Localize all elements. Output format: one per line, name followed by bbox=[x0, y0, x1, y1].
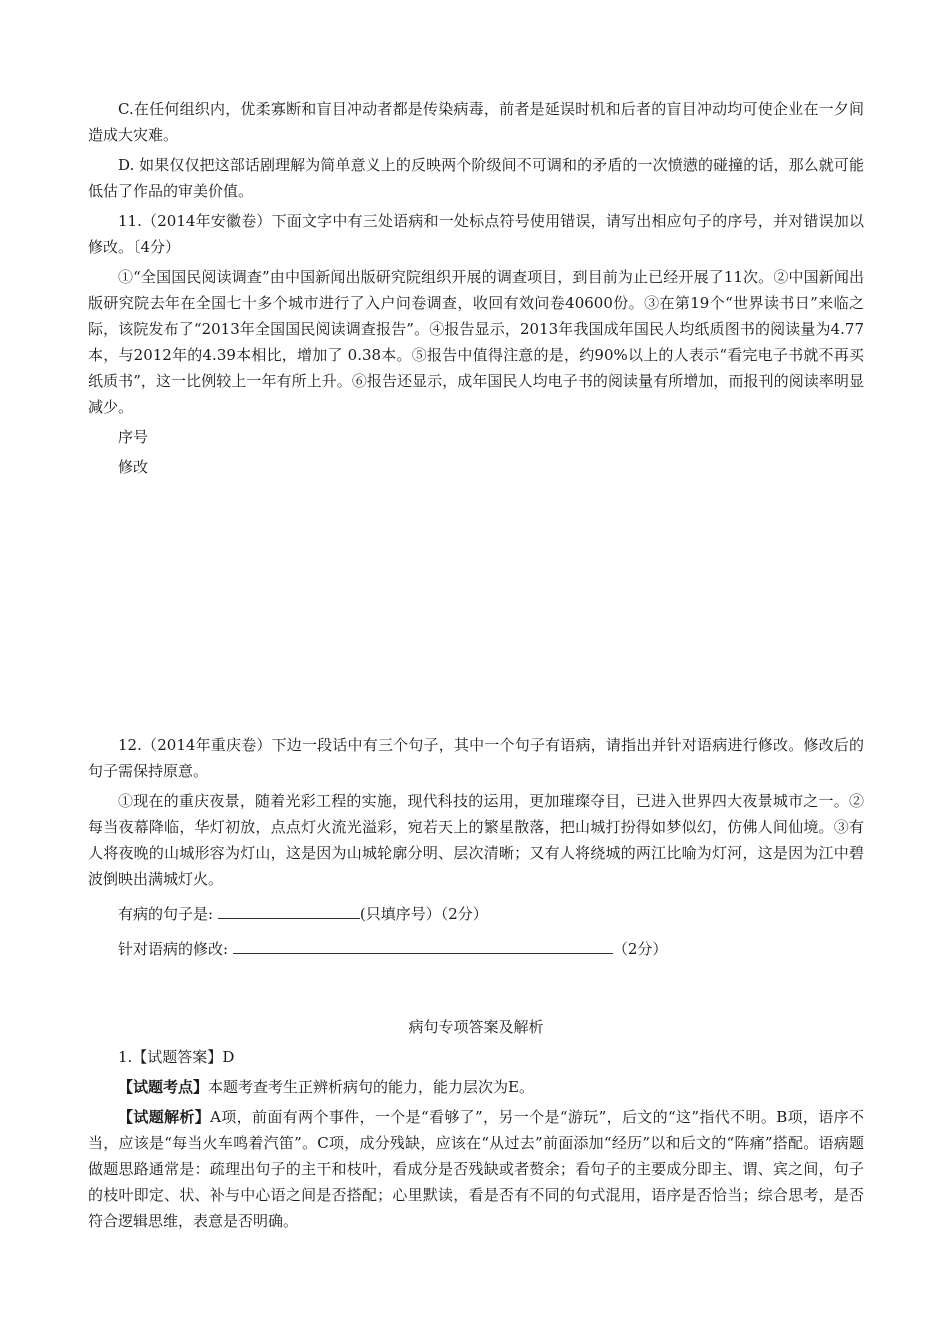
line-2-label: 针对语病的修改: bbox=[118, 940, 229, 958]
answer-1-point bbox=[88, 1074, 864, 1100]
question-12 bbox=[88, 732, 864, 962]
point-text: 本题考查考生正辨析病句的能力，能力层次为E。 bbox=[208, 1078, 534, 1096]
question-12-line-2 bbox=[88, 935, 864, 962]
answer-1 bbox=[88, 1044, 864, 1070]
question-11-stem: 11.（2014年安徽卷）下面文字中有三处语病和一处标点符号使用错误，请写出相应句子的序号，并对错误加以修改。〔4分） bbox=[88, 212, 864, 256]
option-d: D. 如果仅仅把这部话剧理解为简单意义上的反映两个阶级间不可调和的矛盾的一次愤懑的碰撞的话，那么就可能低估了作品的审美价值。 bbox=[88, 156, 864, 200]
question-12-line-1 bbox=[88, 900, 864, 927]
answer-1-prefix: 1.【试题答案】 bbox=[118, 1048, 223, 1066]
answer-blank-revision[interactable] bbox=[233, 935, 613, 954]
question-11-label-fix: 修改 bbox=[118, 458, 149, 476]
analysis-label: 【试题解析】 bbox=[118, 1108, 211, 1126]
point-label: 【试题考点】 bbox=[118, 1078, 209, 1096]
question-11-label-number: 序号 bbox=[118, 428, 149, 446]
question-12-stem: 12.（2014年重庆卷）下边一段话中有三个句子，其中一个句子有语病，请指出并针对语病进行修改。修改后的句子需保持原意。 bbox=[88, 736, 864, 780]
analysis-text: A项，前面有两个事件，一个是“看够了”，另一个是“游玩”，后文的“这”指代不明。B项，语序不当，应该是“每当火车鸣着汽笛”。C项，成分残缺，应该在“从过去”前面添加“经历”以和后文的“阵痛”搭配。语病题做题思路通常是：疏理出句子的主干和枝叶，看成分是否残缺或者赘余；看句子的主要成分即主、谓、宾之间，句子的枝叶即定、状、补与中心语之间是否搭配；心里默读，看是否有不同的句式混用，语序是否恰当；综合思考，是否符合逻辑思维，表意是否明确。 bbox=[88, 1108, 864, 1230]
line-2-note: （2分） bbox=[612, 940, 668, 958]
answer-blank-sentence-number[interactable] bbox=[218, 900, 360, 919]
question-11-passage: ①“全国国民阅读调查”由中国新闻出版研究院组织开展的调查项目，到目前为止已经开展了11次。②中国新闻出版研究院去年在全国七十多个城市进行了入户问卷调查，收回有效问卷40600份。③在第19个“世界读书日”来临之际，该院发布了“2013年全国国民阅读调查报告”。④报告显示，2013年我国成年国民人均纸质图书的阅读量为4.77本，与2012年的4.39本相比，增加了 0.38本。⑤报告中值得注意的是，约90%以上的人表示“看完电子书就不再买纸质书”，这一比例较上一年有所上升。⑥报告还显示，成年国民人均电子书的阅读量有所增加，而报刊的阅读率明显减少。 bbox=[88, 268, 864, 416]
answer-1-value: D bbox=[222, 1048, 235, 1066]
line-1-label: 有病的句子是: bbox=[118, 905, 214, 923]
question-12-passage: ①现在的重庆夜景，随着光彩工程的实施，现代科技的运用，更加璀璨夺目，已进入世界四大夜景城市之一。②每当夜幕降临，华灯初放，点点灯火流光溢彩，宛若天上的繁星散落，把山城打扮得如梦似幻，仿佛人间仙境。③有人将夜晚的山城形容为灯山，这是因为山城轮廓分明、层次清晰；又有人将绕城的两江比喻为灯河，这是因为江中碧波倒映出满城灯火。 bbox=[88, 792, 864, 888]
option-c: C.在任何组织内，优柔寡断和盲目冲动者都是传染病毒，前者是延误时机和后者的盲目冲动均可使企业在一夕间造成大灾难。 bbox=[88, 100, 864, 144]
question-10-options bbox=[88, 96, 864, 480]
line-1-note: (只填序号）（2分） bbox=[359, 905, 488, 923]
answer-1-analysis bbox=[88, 1104, 864, 1234]
answers-title: 病句专项答案及解析 bbox=[408, 1018, 544, 1036]
answers-section bbox=[88, 1014, 864, 1234]
